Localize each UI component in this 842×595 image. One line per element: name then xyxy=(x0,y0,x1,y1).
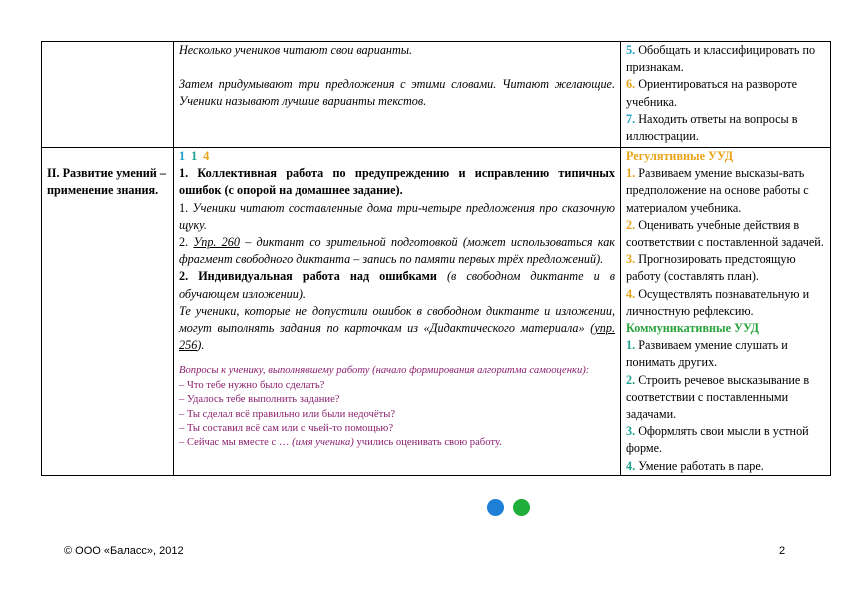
skill-item: 4. Умение работать в паре. xyxy=(626,458,764,473)
regulative-heading: Регулятивные УУД xyxy=(626,149,734,163)
activity-text: Несколько учеников читают свои варианты. xyxy=(179,43,413,57)
question-item: – Ты составил всё сам или с чьей-то помощью? xyxy=(179,423,394,435)
stage-cell-empty xyxy=(42,42,174,148)
question-item: – Что тебе нужно было сделать? xyxy=(179,379,325,391)
copyright-footer: © ООО «Баласс», 2012 xyxy=(64,545,184,557)
communicative-heading: Коммуникативные УУД xyxy=(626,321,760,336)
question-item: – Ты сделал всё правильно или были недочёты? xyxy=(179,408,396,420)
skills-cell xyxy=(621,148,831,476)
color-codes: 1 1 4 xyxy=(179,149,210,163)
skill-item: 2. Строить речевое высказывание в соответствии с поставленными задачами. xyxy=(626,372,810,422)
skill-item: 3. Оформлять свои мысли в устной форме. xyxy=(626,424,809,456)
blue-circle-icon[interactable] xyxy=(487,499,504,516)
table-row xyxy=(42,42,831,148)
activity-cell xyxy=(174,42,621,148)
question-item: – Удалось тебе выполнить задание? xyxy=(179,394,340,406)
skill-item: 6. Ориентироваться на развороте учебника. xyxy=(626,77,798,109)
task-title: 2. Индивидуальная работа над ошибками (в свободном диктанте и в обучающем изложении). xyxy=(179,269,616,301)
task-title: 1. Коллективная работа по предупреждению и исправлению типичных ошибок (с опорой на домашнее задание). xyxy=(179,166,615,198)
skill-item: 4. Осуществлять познавательную и личностную рефлексию. xyxy=(626,286,810,318)
table-row xyxy=(42,148,831,476)
skills-cell xyxy=(621,42,831,148)
exercise-link[interactable]: упр. 256 xyxy=(179,321,615,353)
page-number: 2 xyxy=(779,545,786,557)
skill-item: 5. Обобщать и классифицировать по признакам. xyxy=(626,43,816,75)
activity-cell xyxy=(174,148,621,476)
exercise-link[interactable]: Упр. 260 xyxy=(193,235,240,250)
question-item: – Сейчас мы вместе с … (имя ученика) учились оценивать свою работу. xyxy=(179,437,502,449)
green-circle-icon[interactable] xyxy=(513,499,530,516)
lesson-table xyxy=(41,41,831,476)
questions-intro: Вопросы к ученику, выполнявшему работу (начало формирования алгоритма самооценки): xyxy=(179,365,590,377)
skill-item: 2. Оценивать учебные действия в соответствии с поставленной задачей. xyxy=(626,217,824,250)
task-paragraph: 1. Ученики читают составленные дома три-четыре предложения про сказочную щуку. xyxy=(179,200,615,232)
task-paragraph: 2. Упр. 260 – диктант со зрительной подготовкой (может использоваться как фрагмент свободного диктанта – запись по памяти первых трёх предложений). xyxy=(179,235,615,267)
skill-item: 1. Развиваем умение слушать и понимать других. xyxy=(626,338,788,370)
skill-item: 1. Развиваем умение высказы-вать предположение на основе работы с материалом учебника. xyxy=(626,166,809,215)
skill-item: 7. Находить ответы на вопросы в иллюстрации. xyxy=(626,111,798,144)
activity-text: Затем придумывают три предложения с этими словами. Читают желающие. Ученики называют лучшие варианты текстов. xyxy=(179,77,615,109)
task-paragraph: Те ученики, которые не допустили ошибок в свободном диктанте и изложении, могут выполнять задания по карточкам из «Дидактического материала» (упр. 256). xyxy=(179,303,615,353)
stage-title: II. Развитие умений – применение знания. xyxy=(47,166,166,198)
stage-cell xyxy=(42,148,174,476)
skill-item: 3. Прогнозировать предстоящую работу (составлять план). xyxy=(626,252,796,284)
